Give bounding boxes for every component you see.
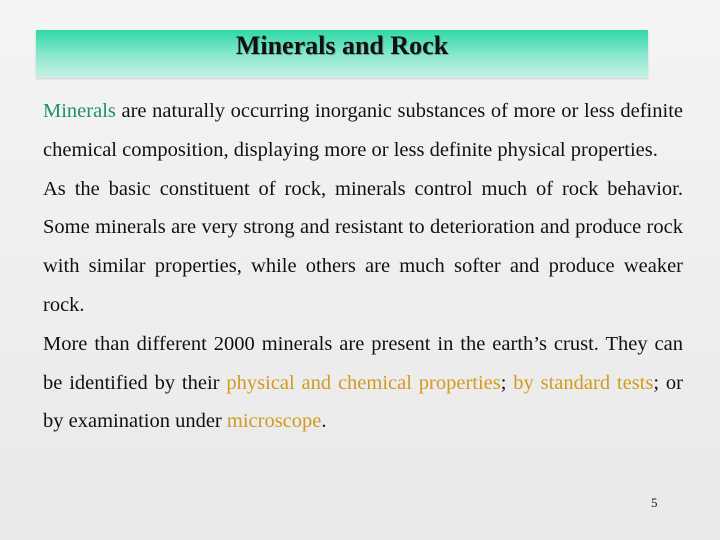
highlight-standard-tests: by standard tests [513,371,654,394]
title-bar [36,30,648,78]
identification-text-1: More than different 2000 minerals are present in the earth’s crust. They can be identified by their [43,332,683,394]
identification-text-2: ; [500,371,514,394]
identification-text-3: ; or by examination under [43,371,683,433]
slide-title: Minerals and Rock [235,31,449,60]
definition-text: are naturally occurring inorganic substances of more or less definite chemical composition, displaying more or less definite physical properties. [43,100,683,161]
highlight-physical-chemical: physical and chemical properties [226,371,501,394]
term-minerals: Minerals [43,100,116,122]
paragraph-behavior: As the basic constituent of rock, minerals control much of rock behavior. Some minerals are very strong and resistant to deterioration and produce rock with similar properties, while others are much softer and produce weaker rock. [43,177,683,316]
paragraph-definition [43,92,683,170]
highlight-microscope: microscope [226,410,322,433]
identification-text-4: . [321,410,327,433]
slide-body [43,92,683,441]
paragraph-identification [43,325,683,441]
page-number: 5 [651,495,658,510]
